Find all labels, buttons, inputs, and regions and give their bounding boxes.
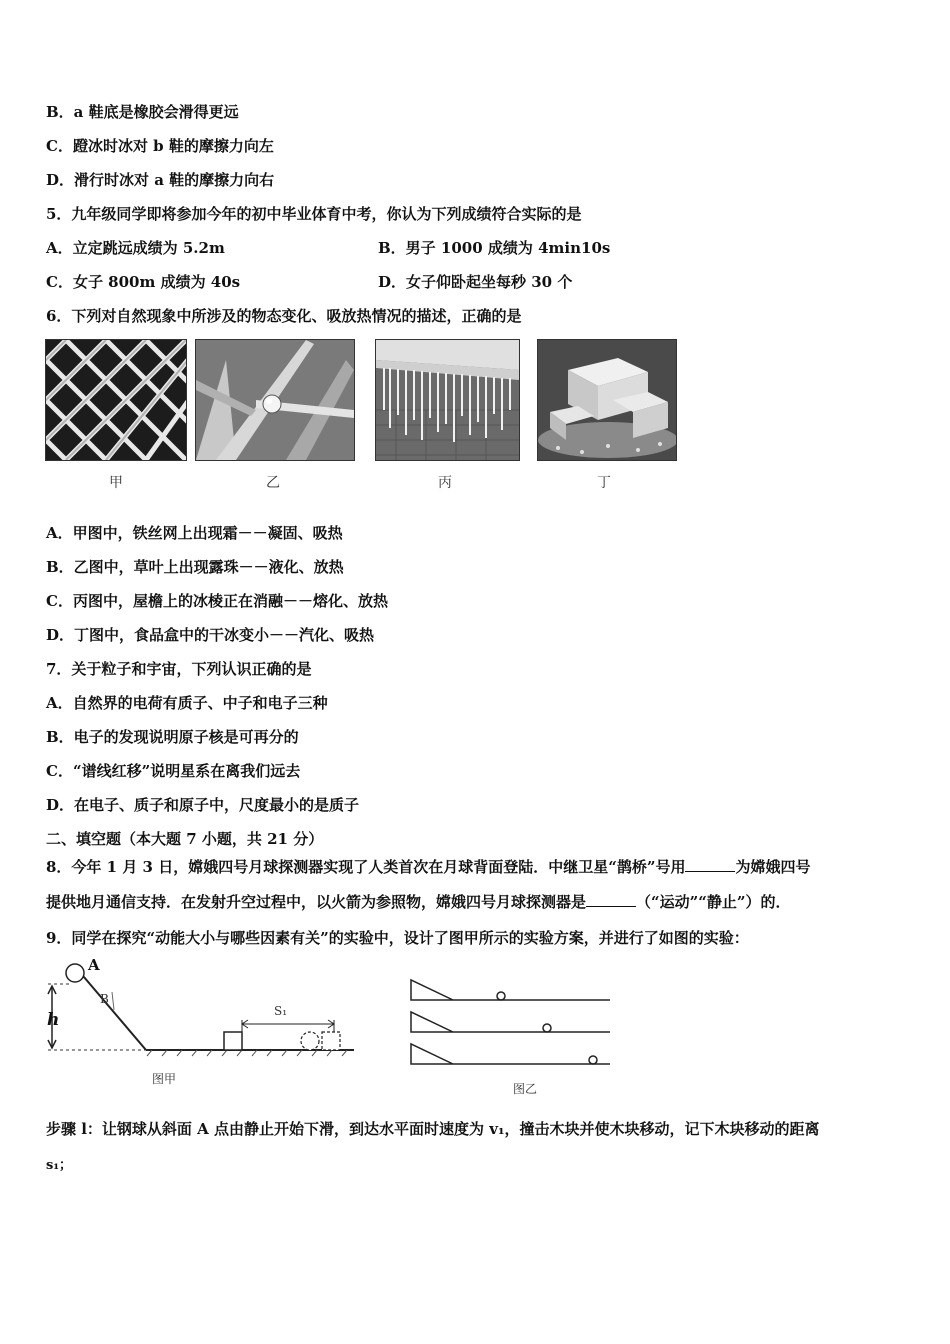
q4-option-c: C．蹬冰时冰对 b 鞋的摩擦力向左 (46, 137, 274, 155)
q9-step1-line2: s₁； (46, 1158, 73, 1173)
q9-stem: 9．同学在探究“动能大小与哪些因素有关”的实验中，设计了图甲所示的实验方案，并进行了如图的实验： (46, 929, 749, 947)
photo-frost-wire-mesh (45, 339, 187, 461)
photo-dry-ice (537, 339, 677, 461)
q5-option-c: C．女子 800m 成绩为 40s (46, 273, 241, 291)
q5-option-b: B．男子 1000 成绩为 4min10s (378, 239, 611, 257)
q7-option-d: D．在电子、质子和原子中，尺度最小的是质子 (46, 796, 360, 814)
q8-line-1 (46, 857, 810, 877)
q8-text-2b: （“运动”“静止”）的． (636, 893, 791, 911)
q8-text-2a: 提供地月通信支持．在发射升空过程中，以火箭为参照物，嫦娥四号月球探测器是 (46, 893, 587, 911)
q4-option-d: D．滑行时冰对 a 鞋的摩擦力向右 (46, 171, 275, 189)
q5-stem: 5．九年级同学即将参加今年的初中毕业体育中考，你认为下列成绩符合实际的是 (46, 205, 582, 223)
q8-blank-1[interactable] (685, 857, 735, 872)
section-heading-fill-in: 二、填空题（本大题 7 小题，共 21 分） (46, 830, 324, 848)
photo-icicles-eaves (375, 339, 520, 461)
q5-option-d: D．女子仰卧起坐每秒 30 个 (378, 273, 573, 291)
q6-option-d: D．丁图中，食品盒中的干冰变小－－汽化、吸热 (46, 626, 375, 644)
fig1-label-s1: S₁ (274, 1004, 288, 1018)
fig1-label-a: A (88, 956, 100, 974)
figure-yi-three-inclines (405, 966, 615, 1098)
caption-yi: 乙 (266, 475, 280, 491)
fig1-caption: 图甲 (152, 1072, 177, 1086)
q6-option-a: A．甲图中，铁丝网上出现霜－－凝固、吸热 (46, 524, 343, 542)
q4-option-b: B．a 鞋底是橡胶会滑得更远 (46, 103, 239, 121)
q9-step1-line1: 步骤 l：让钢球从斜面 A 点由静止开始下滑，到达水平面时速度为 v₁，撞击木块并使木块移动，记下木块移动的距离 (46, 1120, 820, 1138)
fig2-caption: 图乙 (513, 1082, 538, 1096)
q6-option-b: B．乙图中，草叶上出现露珠－－液化、放热 (46, 558, 344, 576)
fig1-label-h: h (47, 1010, 60, 1030)
q7-stem: 7．关于粒子和宇宙，下列认识正确的是 (46, 660, 312, 678)
photo-dew-on-grass (195, 339, 355, 461)
q6-option-c: C．丙图中，屋檐上的冰棱正在消融－－熔化、放热 (46, 592, 388, 610)
fig1-label-b: B (100, 992, 109, 1006)
caption-jia: 甲 (109, 475, 123, 491)
q7-option-a: A．自然界的电荷有质子、中子和电子三种 (46, 694, 328, 712)
q7-option-c: C．“谱线红移”说明星系在离我们远去 (46, 762, 301, 780)
q7-option-b: B．电子的发现说明原子核是可再分的 (46, 728, 299, 746)
caption-ding: 丁 (597, 475, 611, 491)
q8-line-2 (46, 892, 791, 912)
caption-bing: 丙 (438, 475, 452, 491)
q5-option-a: A．立定跳远成绩为 5.2m (46, 239, 225, 257)
q8-text-1a: 8．今年 1 月 3 日，嫦娥四号月球探测器实现了人类首次在月球背面登陆．中继卫星“鹊桥”号用 (46, 858, 686, 876)
q8-blank-2[interactable] (586, 892, 636, 907)
figure-jia-incline (42, 958, 362, 1098)
q8-text-1b: 为嫦娥四号 (735, 858, 811, 876)
q6-stem: 6．下列对自然现象中所涉及的物态变化、吸放热情况的描述，正确的是 (46, 307, 522, 325)
